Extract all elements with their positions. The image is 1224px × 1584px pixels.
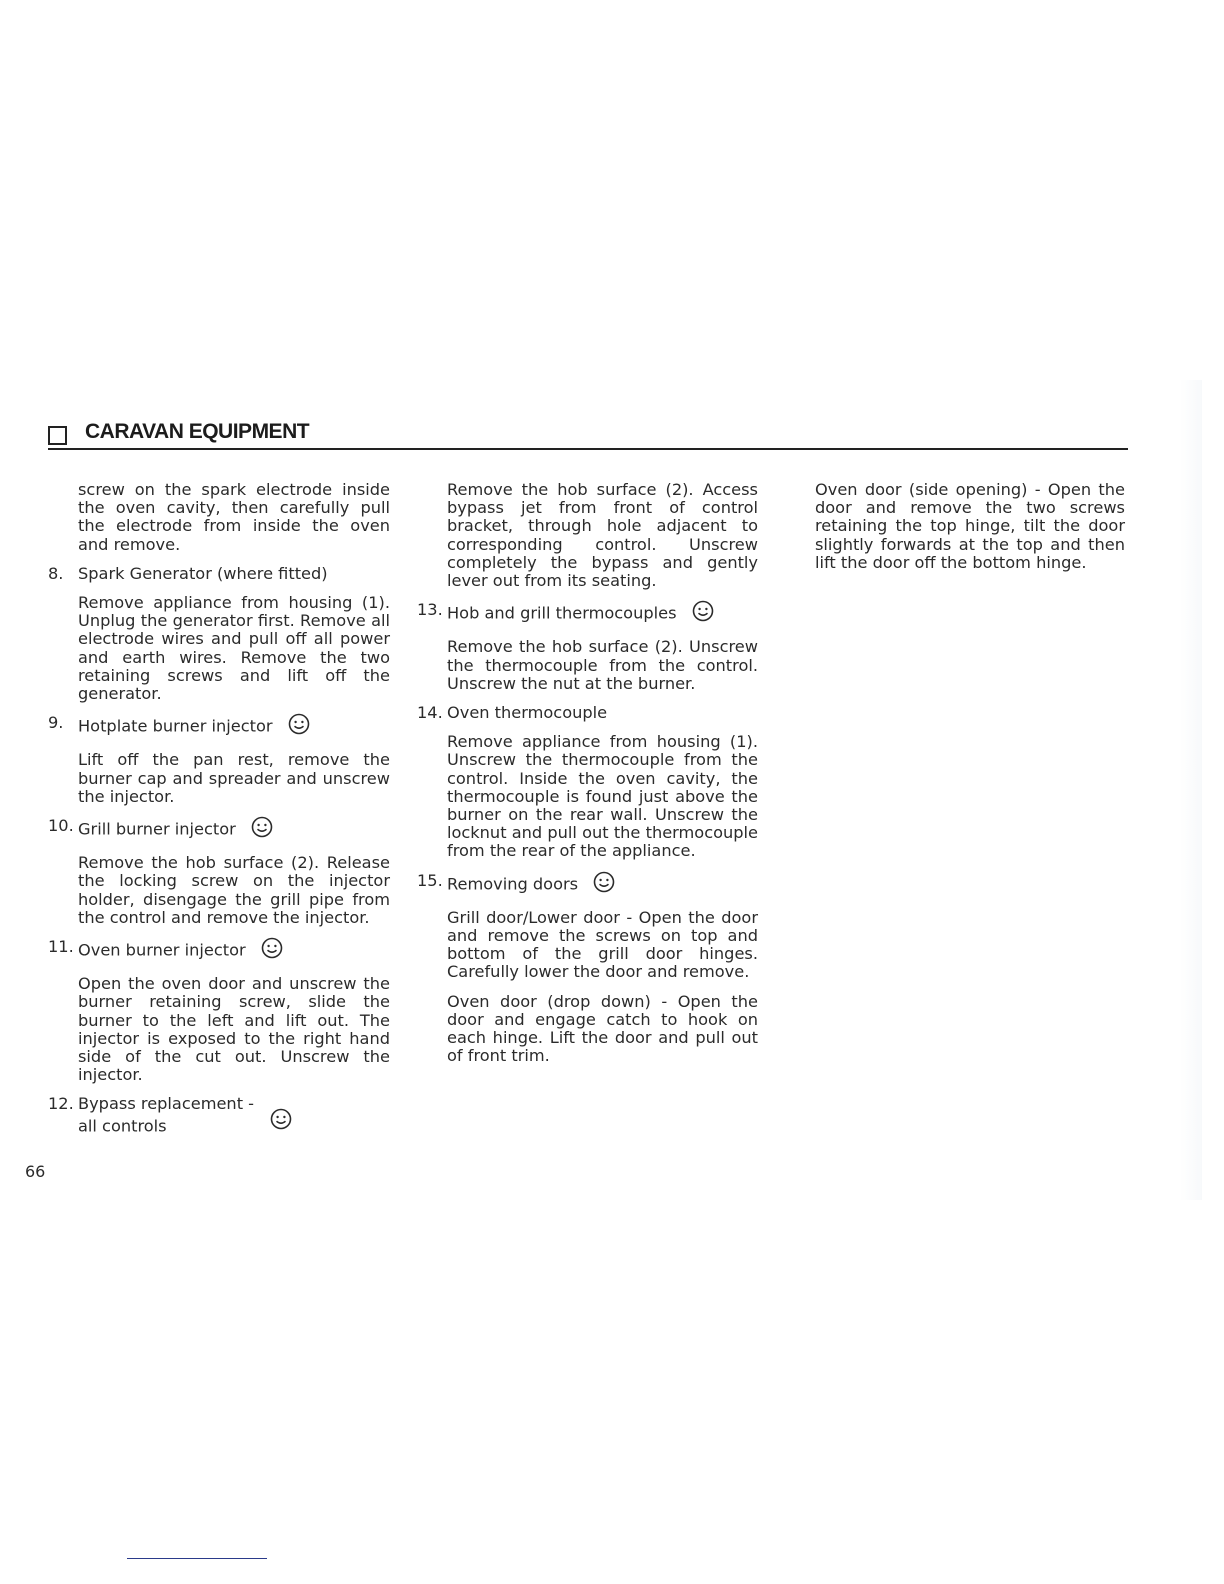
item-title-line-2 — [78, 1114, 390, 1140]
item-body: Remove the hob surface (2). Unscrew the thermocouple from the control. Unscrew the nut at the burner. — [447, 637, 758, 693]
column-2 — [417, 481, 758, 1076]
smiley-face-icon — [288, 713, 310, 739]
item-heading-15 — [417, 872, 758, 898]
bottom-rule — [127, 1558, 267, 1559]
item-body: Remove appliance from housing (1). Unplug the generator first. Remove all electrode wires and pull off all power and earth wires. Remove the two retaining screws and lift off the generator. — [78, 593, 390, 704]
item-title-line-1: Bypass replacement - — [78, 1094, 255, 1114]
item-body: Open the oven door and unscrew the burner retaining screw, slide the burner to the left and lift out. The injector is exposed to the right hand side of the cut out. Unscrew the injector. — [78, 974, 390, 1085]
item-number: 15. — [417, 870, 443, 890]
item-title: Oven thermocouple — [447, 703, 608, 723]
item-title: Spark Generator (where fitted) — [78, 563, 328, 583]
item-number: 13. — [417, 600, 443, 620]
item-body: Oven door (drop down) - Open the door and engage catch to hook on each hinge. Lift the door and pull out of front trim. — [447, 991, 758, 1066]
page-number: 66 — [25, 1162, 46, 1181]
item-heading-12 — [48, 1095, 390, 1139]
continuation-text: screw on the spark electrode inside the oven cavity, then carefully pull the electrode from inside the oven and remove. — [78, 480, 390, 554]
item-heading-13 — [417, 601, 758, 627]
continuation-text: Remove the hob surface (2). Access bypass jet from front of control bracket, through hole adjacent to corresponding control. Unscrew completely the bypass and gently lever out from its seating. — [447, 480, 758, 591]
continuation-text: Oven door (side opening) - Open the door and remove the two screws retaining the top hinge, tilt the door slightly forwards at the top and then lift the door off the bottom hinge. — [815, 480, 1125, 572]
item-heading-11 — [48, 938, 390, 964]
smiley-face-icon — [593, 871, 615, 897]
item-number: 10. — [48, 816, 74, 836]
checkbox-square-icon — [48, 426, 67, 445]
column-1 — [48, 481, 390, 1151]
item-heading-14 — [417, 704, 758, 722]
item-number: 9. — [48, 713, 64, 733]
item-number: 12. — [48, 1094, 74, 1114]
item-title: Oven burner injector — [78, 940, 246, 960]
item-heading-8 — [48, 565, 390, 583]
item-body: Remove appliance from housing (1). Unscrew the thermocouple from the control. Inside the oven cavity, the thermocouple is found just above the burner on the rear wall. Unscrew the locknut and pull out the thermocouple from the rear of the appliance. — [447, 732, 758, 861]
column-3 — [815, 481, 1125, 583]
item-title: Grill burner injector — [78, 819, 236, 839]
smiley-face-icon — [261, 937, 283, 963]
item-title-line-2-text: all controls — [78, 1116, 167, 1136]
smiley-face-icon — [692, 600, 714, 626]
smiley-face-icon — [251, 816, 273, 842]
smiley-face-icon — [270, 1108, 292, 1134]
item-title: Hob and grill thermocouples — [447, 603, 677, 623]
item-title: Removing doors — [447, 874, 579, 894]
item-number: 11. — [48, 937, 74, 957]
item-number: 14. — [417, 703, 443, 723]
section-title: CARAVAN EQUIPMENT — [85, 420, 310, 443]
item-body: Lift off the pan rest, remove the burner cap and spreader and unscrew the injector. — [78, 750, 390, 806]
scan-edge-shadow — [1180, 380, 1202, 1200]
item-body: Remove the hob surface (2). Release the locking screw on the injector holder, disengage the grill pipe from the control and remove the injector. — [78, 853, 390, 927]
item-body: Grill door/Lower door - Open the door and remove the screws on top and bottom of the grill door hinges. Carefully lower the door and remove. — [447, 907, 758, 982]
item-heading-10 — [48, 817, 390, 843]
item-number: 8. — [48, 563, 64, 583]
item-heading-9 — [48, 714, 390, 740]
item-title: Hotplate burner injector — [78, 716, 273, 736]
page-header — [48, 422, 1128, 450]
